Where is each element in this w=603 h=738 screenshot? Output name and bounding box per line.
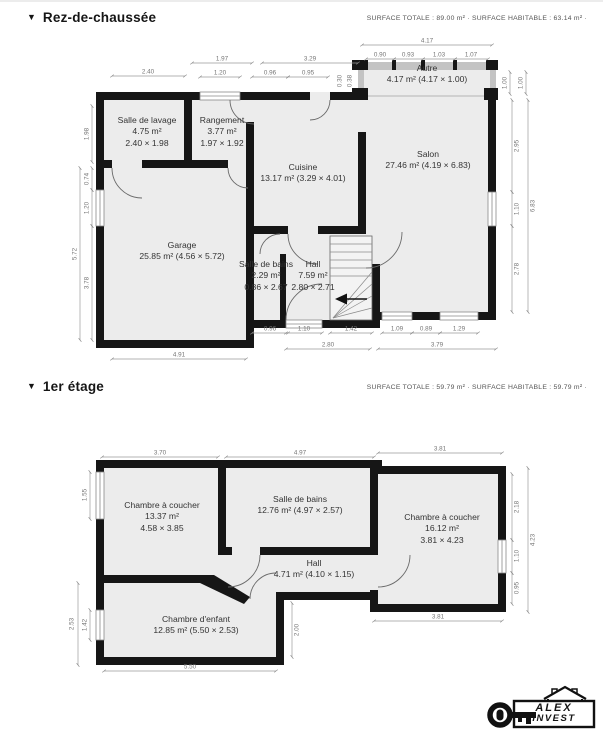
room-label: Hall 4.71 m² (4.10 × 1.15) (273, 558, 355, 580)
surface-stats: SURFACE TOTALE : 59.79 m² · SURFACE HABITABLE : 59.79 m² · (366, 384, 587, 391)
logo-text-alex: ALEX (535, 702, 573, 714)
dimension-label: 1.10 (513, 202, 521, 216)
dimension-label: 1.00 (501, 76, 509, 90)
dimension-label: 1.10 (297, 325, 311, 333)
dimension-label: 1.20 (83, 201, 91, 215)
dimension-label: 1.98 (83, 127, 91, 141)
collapse-triangle-icon: ▼ (27, 12, 36, 22)
room-label: Cuisine 13.17 m² (3.29 × 4.01) (260, 162, 346, 184)
dimension-label: 0.30 (336, 74, 344, 88)
dimension-label: 1.20 (213, 69, 227, 77)
dimension-label: 3.78 (83, 276, 91, 290)
dimension-label: 1.03 (432, 51, 446, 59)
dimension-label: 4.91 (172, 351, 186, 359)
dimension-label: 1.97 (215, 55, 229, 63)
dimension-label: 2.80 (321, 341, 335, 349)
dimension-label: 1.42 (81, 618, 89, 632)
dimension-label: 0.74 (83, 172, 91, 186)
floorplan-drawing (0, 2, 603, 738)
dimension-label: 2.00 (293, 623, 301, 637)
dimension-label: 1.09 (390, 325, 404, 333)
room-label: Hall 7.59 m² 2.80 × 2.71 (291, 259, 335, 292)
dimension-label: 0.90 (373, 51, 387, 59)
collapse-triangle-icon: ▼ (27, 381, 36, 391)
dimension-label: 3.29 (303, 55, 317, 63)
dimension-label: 4.17 (420, 37, 434, 45)
dimension-label: 4.97 (293, 449, 307, 457)
dimension-label: 3.70 (153, 449, 167, 457)
dimension-label: 0.95 (301, 69, 315, 77)
dimension-label: 1.29 (452, 325, 466, 333)
room-label: Salle de lavage 4.75 m² 2.40 × 1.98 (117, 115, 177, 148)
dimension-label: 1.10 (513, 549, 521, 563)
staircase (330, 236, 372, 320)
room-label: Salon 27.46 m² (4.19 × 6.83) (385, 149, 471, 171)
dimension-label: 2.18 (513, 500, 521, 514)
dimension-label: 1.07 (464, 51, 478, 59)
floor-title: 1er étage (42, 379, 105, 394)
room-label: Garage 25.85 m² (4.56 × 5.72) (139, 240, 225, 262)
dimension-label: 0.95 (513, 581, 521, 595)
logo-text-invest: INVEST (532, 713, 576, 724)
dimension-label: 2.53 (68, 617, 76, 631)
room-label: Salle de bains 2.29 m² 0.86 × 2.67 (239, 259, 293, 292)
dimension-label: 0.38 (346, 74, 354, 88)
dimension-label: 1.00 (517, 76, 525, 90)
dimension-label: 2.78 (513, 262, 521, 276)
dimension-label: 1.42 (344, 325, 358, 333)
dimension-label: 6.83 (529, 199, 537, 213)
dimension-label: 0.96 (263, 69, 277, 77)
surface-stats: SURFACE TOTALE : 89.00 m² · SURFACE HABITABLE : 63.14 m² · (366, 15, 587, 22)
dimension-label: 0.93 (401, 51, 415, 59)
dimension-label: 3.81 (431, 613, 445, 621)
dimension-label: 3.81 (433, 445, 447, 453)
dimension-label: 0.96 (263, 325, 277, 333)
room-label: Autre 4.17 m² (4.17 × 1.00) (386, 63, 468, 85)
dimension-label: 2.40 (141, 68, 155, 76)
room-label: Chambre d'enfant 12.85 m² (5.50 × 2.53) (153, 614, 239, 636)
dimension-label: 2.95 (513, 139, 521, 153)
dimension-label: 1.55 (81, 488, 89, 502)
ground-floor-plan (80, 45, 528, 359)
room-label: Salle de bains 12.76 m² (4.97 × 2.57) (257, 494, 343, 516)
dimension-label: 3.79 (430, 341, 444, 349)
room-label: Rangement 3.77 m² 1.97 × 1.92 (199, 115, 245, 148)
dimension-label: 5.50 (183, 663, 197, 671)
room-label: Chambre à coucher 13.37 m² 4.58 × 3.85 (124, 500, 200, 533)
alex-invest-logo (486, 685, 598, 733)
room-label: Chambre à coucher 16.12 m² 3.81 × 4.23 (404, 512, 480, 545)
dimension-label: 5.72 (71, 247, 79, 261)
floor-title: Rez-de-chaussée (42, 10, 157, 25)
dimension-label: 0.89 (419, 325, 433, 333)
dimension-label: 4.23 (529, 533, 537, 547)
